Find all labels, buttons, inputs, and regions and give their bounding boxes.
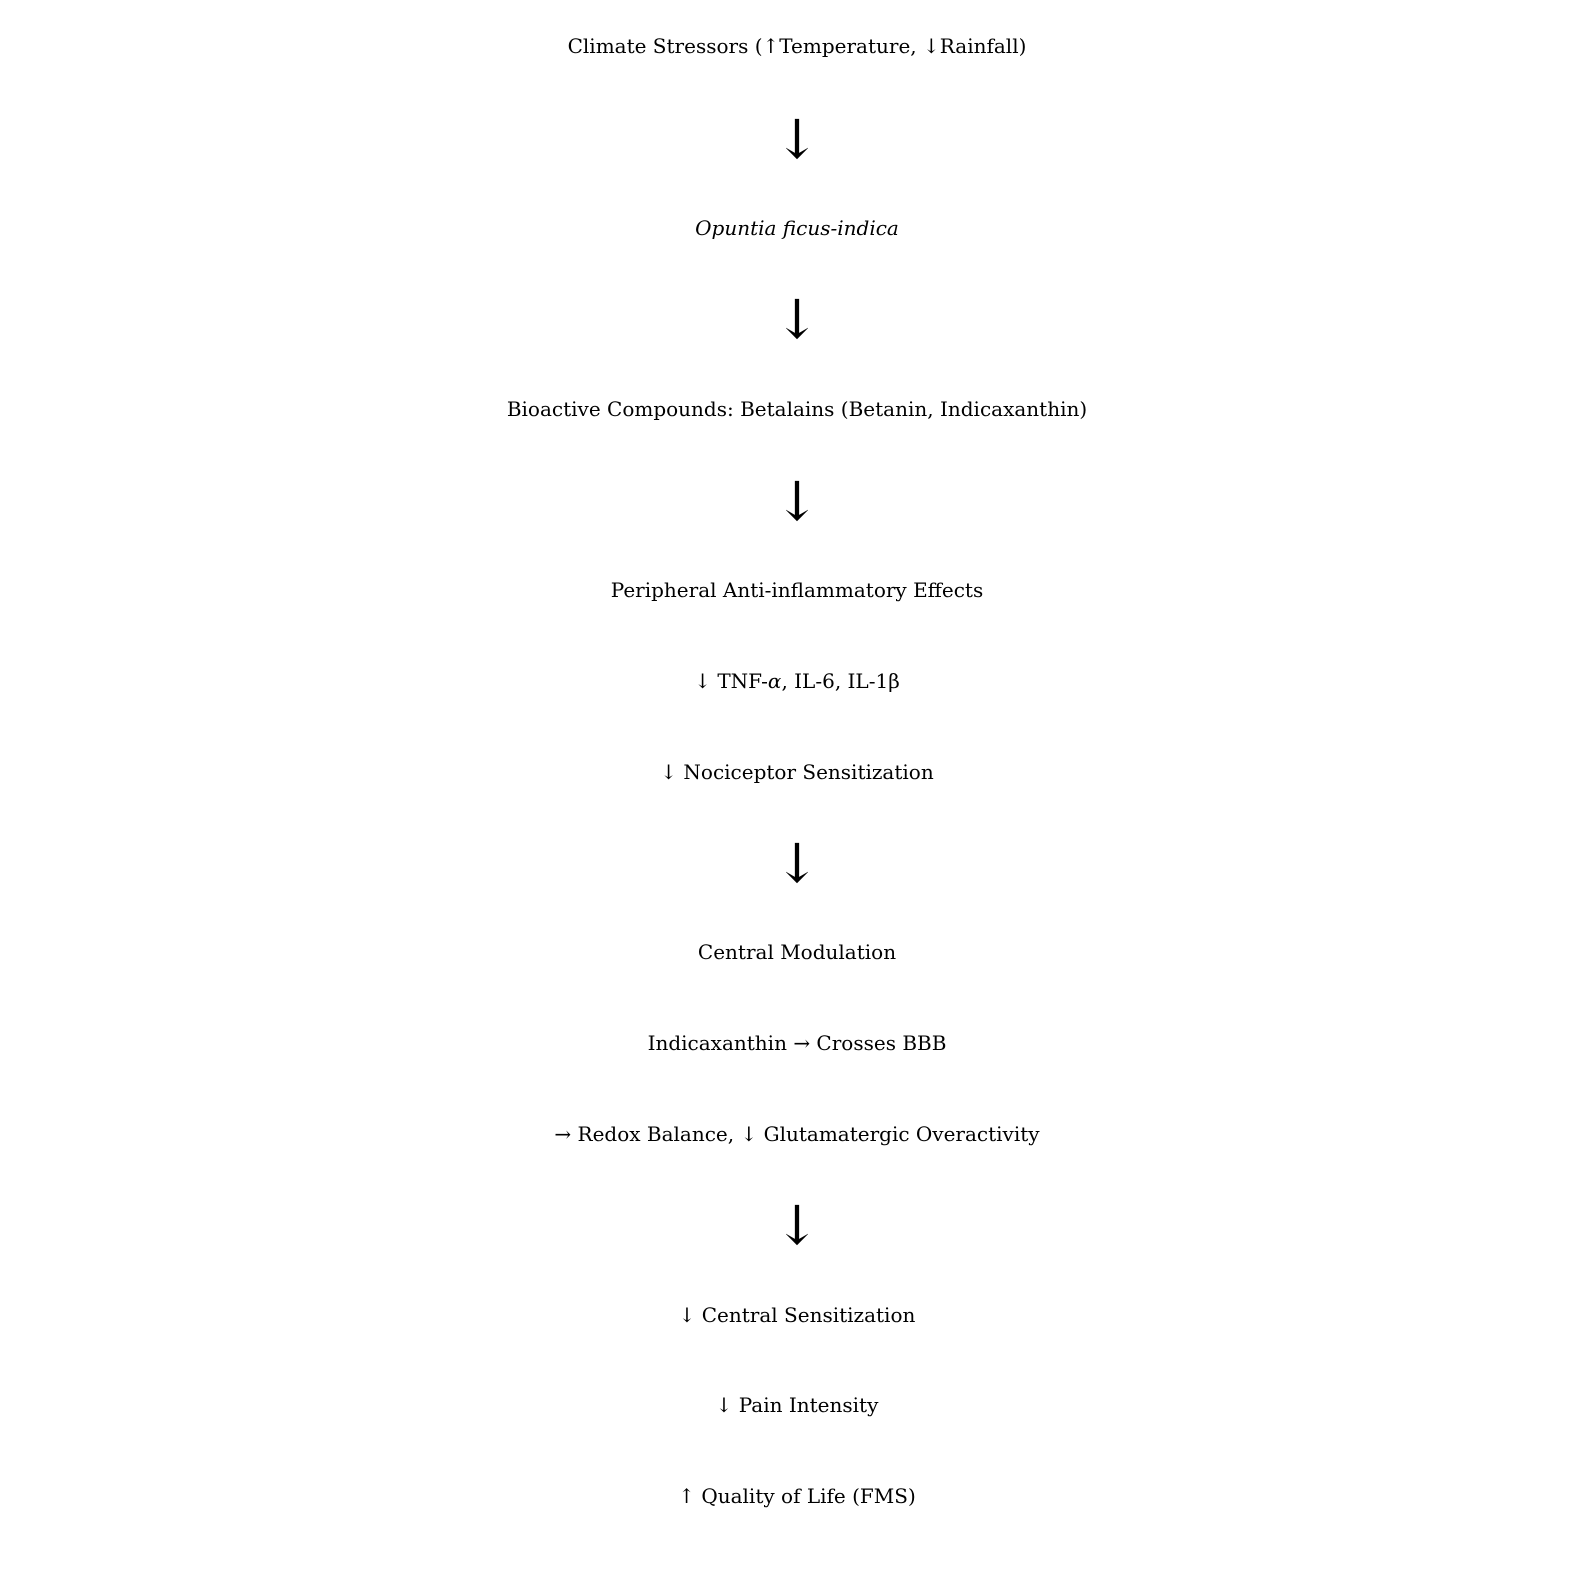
down-arrow-3-icon: ↓ (774, 470, 820, 533)
down-arrow-2-icon: ↓ (774, 288, 820, 351)
down-arrow-5-icon: ↓ (774, 1194, 820, 1257)
bbb-text: Indicaxanthin → Crosses BBB (647, 1031, 947, 1055)
peripheral-effects-title: Peripheral Anti-inflammatory Effects (610, 578, 984, 602)
cytokines-prefix: ↓ TNF- (694, 669, 768, 693)
redox-text: → Redox Balance, ↓ Glutamatergic Overactivity (554, 1122, 1040, 1146)
climate-stressors-text: Climate Stressors (↑Temperature, ↓Rainfall) (567, 34, 1027, 58)
plant-name-text: Opuntia ficus-indica (695, 216, 899, 240)
pain-intensity-text: ↓ Pain Intensity (715, 1393, 879, 1417)
central-modulation-title: Central Modulation (697, 940, 897, 964)
down-arrow-1-icon: ↓ (774, 108, 820, 171)
down-arrow-4-icon: ↓ (774, 832, 820, 895)
alpha-symbol: α (767, 669, 782, 693)
cytokines-suffix: , IL-6, IL-1β (781, 669, 900, 693)
central-sensitization-text: ↓ Central Sensitization (678, 1303, 916, 1327)
cytokines-text (0, 649, 1594, 713)
quality-of-life-text: ↑ Quality of Life (FMS) (678, 1484, 916, 1508)
nociceptor-text: ↓ Nociceptor Sensitization (660, 760, 934, 784)
bioactive-compounds-text: Bioactive Compounds: Betalains (Betanin, Indicaxanthin) (506, 397, 1088, 421)
